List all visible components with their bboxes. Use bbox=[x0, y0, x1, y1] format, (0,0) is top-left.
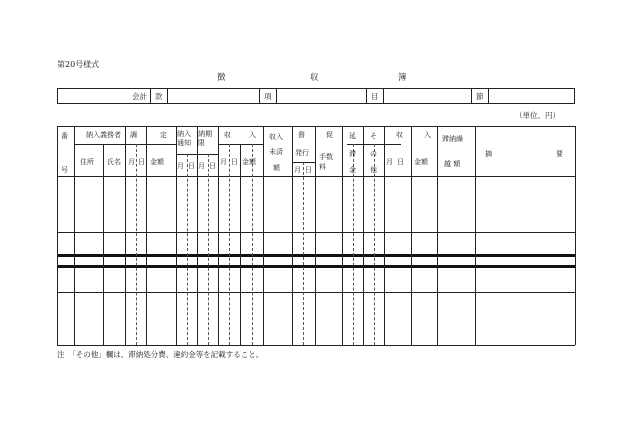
header-overdue-2: 越 額 bbox=[444, 160, 461, 168]
unit-label: （単位、円） bbox=[515, 111, 560, 120]
header-delay-2: 滞 bbox=[349, 150, 356, 158]
notice-day: 日 bbox=[188, 162, 195, 170]
header-deadline-2: 限 bbox=[198, 139, 205, 147]
kou-label: 項 bbox=[264, 92, 272, 101]
receipt2-day: 日 bbox=[397, 158, 404, 166]
assess-month: 月 bbox=[128, 158, 135, 166]
ledger-table bbox=[57, 126, 575, 345]
header-receipt1-2: 入 bbox=[249, 131, 256, 139]
header-gou: 号 bbox=[61, 166, 68, 174]
title-char-3: 簿 bbox=[398, 73, 407, 83]
header-delay-3: 金 bbox=[349, 166, 356, 174]
kaikei-label: 会計 bbox=[132, 92, 147, 101]
header-ban: 番 bbox=[61, 132, 68, 140]
header-demand-2: 促 bbox=[326, 131, 333, 139]
assess-day: 日 bbox=[138, 158, 145, 166]
demand-month: 月 bbox=[294, 166, 301, 174]
title-char-1: 徴 bbox=[217, 73, 226, 83]
header-other-3: 他 bbox=[370, 166, 377, 174]
receipt2-amount: 金額 bbox=[414, 158, 428, 166]
header-notice-1: 納入 bbox=[177, 130, 191, 138]
header-remarks-2: 要 bbox=[556, 150, 563, 158]
header-receipt2-1: 収 bbox=[396, 131, 403, 139]
header-unreceived-3: 額 bbox=[273, 164, 280, 172]
header-receipt1-1: 収 bbox=[224, 131, 231, 139]
header-address: 住所 bbox=[80, 158, 94, 166]
setsu-label: 節 bbox=[476, 92, 484, 101]
header-remarks-1: 摘 bbox=[485, 150, 492, 158]
header-unreceived-1: 収入 bbox=[269, 133, 283, 141]
header-payer: 納入義務者 bbox=[86, 131, 121, 139]
demand-issue: 発行 bbox=[295, 149, 309, 157]
deadline-day: 日 bbox=[209, 162, 216, 170]
notice-month: 月 bbox=[177, 162, 184, 170]
receipt1-month: 月 bbox=[220, 158, 227, 166]
header-assess-1: 調 bbox=[130, 131, 137, 139]
form-number: 第20号様式 bbox=[57, 60, 100, 69]
header-other-1: そ bbox=[370, 132, 377, 140]
header-receipt2-2: 入 bbox=[424, 131, 431, 139]
receipt1-amount: 金額 bbox=[242, 158, 256, 166]
title-char-2: 収 bbox=[310, 73, 319, 83]
header-fee-2: 料 bbox=[319, 163, 326, 171]
header-assess-2: 定 bbox=[160, 131, 167, 139]
account-row bbox=[57, 88, 575, 104]
deadline-month: 月 bbox=[198, 162, 205, 170]
header-delay-1: 延 bbox=[349, 132, 356, 140]
receipt2-month: 月 bbox=[386, 158, 393, 166]
header-unreceived-2: 未済 bbox=[269, 148, 283, 156]
header-overdue-1: 滞納繰 bbox=[442, 135, 463, 143]
moku-label: 目 bbox=[371, 92, 379, 101]
kan-label: 款 bbox=[155, 92, 163, 101]
header-demand-1: 督 bbox=[298, 131, 305, 139]
header-name: 氏名 bbox=[107, 158, 121, 166]
header-deadline-1: 納期 bbox=[198, 130, 212, 138]
header-other-2: の bbox=[370, 150, 377, 158]
demand-day: 日 bbox=[305, 166, 312, 174]
header-notice-2: 通知 bbox=[177, 139, 191, 147]
assess-amount: 金額 bbox=[150, 158, 164, 166]
footnote: 注 「その他」欄は、滞納処分費、違約金等を記載すること。 bbox=[57, 350, 264, 359]
header-fee-1: 手数 bbox=[319, 153, 333, 161]
receipt1-day: 日 bbox=[231, 158, 238, 166]
